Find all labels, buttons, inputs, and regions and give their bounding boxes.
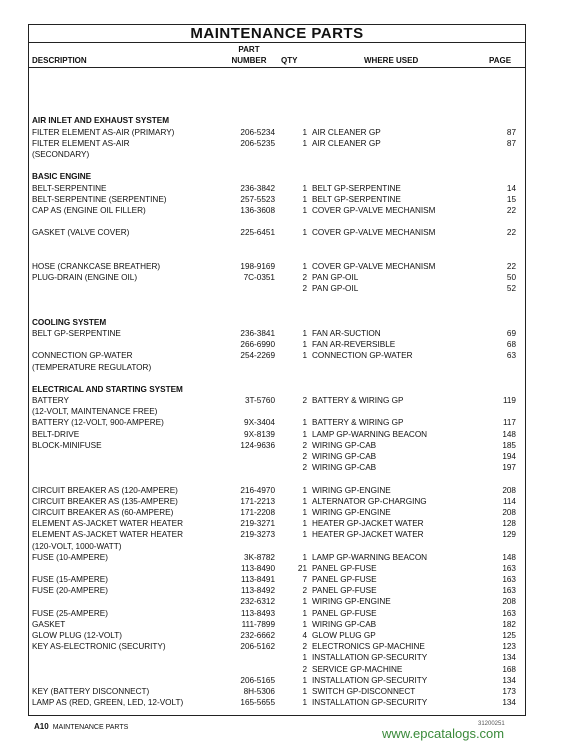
part-number-cell: 8H-5306 xyxy=(243,686,275,696)
where-used-cell: AIR CLEANER GP xyxy=(312,127,381,137)
part-number-cell: 257-5523 xyxy=(240,194,275,204)
part-number-cell: 113-8490 xyxy=(241,563,275,573)
where-used-cell: PAN GP-OIL xyxy=(312,273,359,282)
description-cell: GASKET (VALVE COVER) xyxy=(32,228,130,238)
part-number-cell: 171-2208 xyxy=(240,507,275,517)
part-number-cell: 236-3842 xyxy=(240,183,275,193)
blank-row xyxy=(29,216,525,227)
description-cell: FUSE (15-AMPERE) xyxy=(32,575,108,585)
part-number-cell: 3T-5760 xyxy=(244,396,275,406)
qty-cell: 2 xyxy=(302,463,307,473)
table-row xyxy=(29,272,525,283)
description-cell: KEY (BATTERY DISCONNECT) xyxy=(32,686,150,696)
page-cell: 87 xyxy=(506,127,516,137)
description-cell: KEY AS-ELECTRONIC (SECURITY) xyxy=(32,642,166,652)
page-cell: 208 xyxy=(502,597,516,607)
part-number-cell: 254-2269 xyxy=(240,351,275,361)
qty-cell: 1 xyxy=(302,698,307,708)
table-row xyxy=(29,664,525,675)
qty-cell: 2 xyxy=(302,440,307,450)
blank-row xyxy=(29,294,525,305)
page-cell: 182 xyxy=(502,619,516,629)
section-heading-row xyxy=(29,171,525,182)
qty-cell: 4 xyxy=(302,631,307,640)
description-cell: BATTERY xyxy=(32,396,70,406)
part-number-cell: 206-5165 xyxy=(240,675,275,685)
table-row xyxy=(29,328,525,339)
table-row xyxy=(29,529,525,540)
qty-cell: 1 xyxy=(302,127,307,137)
page-cell: 163 xyxy=(502,586,516,596)
where-used-cell: CONNECTION GP-WATER xyxy=(312,351,413,361)
table-row xyxy=(29,227,525,238)
description-cell: CIRCUIT BREAKER AS (60-AMPERE) xyxy=(32,507,174,517)
blank-row xyxy=(29,373,525,384)
qty-cell: 21 xyxy=(297,563,307,573)
description-cell: FILTER ELEMENT AS-AIR xyxy=(32,138,130,148)
where-used-cell: COVER GP-VALVE MECHANISM xyxy=(312,228,436,238)
description-cell: BELT GP-SERPENTINE xyxy=(32,328,121,338)
part-number-cell: 206-5162 xyxy=(240,642,275,652)
table-row xyxy=(29,462,525,473)
description-cell: CIRCUIT BREAKER AS (120-AMPERE) xyxy=(32,485,178,495)
table-row xyxy=(29,339,525,350)
table-row xyxy=(29,183,525,194)
qty-cell: 1 xyxy=(302,194,307,204)
where-used-cell: GLOW PLUG GP xyxy=(312,631,376,640)
page-cell: 163 xyxy=(502,563,516,573)
where-used-cell: COVER GP-VALVE MECHANISM xyxy=(312,205,436,215)
column-header xyxy=(29,43,525,68)
header-part-line2: NUMBER xyxy=(231,56,267,65)
qty-cell: 7 xyxy=(302,575,307,585)
parts-table xyxy=(29,93,525,708)
description-cell: (120-VOLT, 1000-WATT) xyxy=(32,541,122,551)
part-number-cell: 113-8492 xyxy=(241,586,275,596)
qty-cell: 2 xyxy=(302,284,307,294)
table-row xyxy=(29,585,525,596)
section-heading-row xyxy=(29,115,525,126)
page-cell: 87 xyxy=(506,138,516,148)
page-cell: 52 xyxy=(506,284,516,294)
part-number-cell: 9X-8139 xyxy=(244,429,275,439)
qty-cell: 1 xyxy=(302,552,307,562)
qty-cell: 1 xyxy=(302,261,307,271)
where-used-cell: ALTERNATOR GP-CHARGING xyxy=(312,496,427,506)
page-cell: 185 xyxy=(502,440,516,450)
table-row xyxy=(29,686,525,697)
page-cell: 148 xyxy=(502,552,516,562)
where-used-cell: BATTERY & WIRING GP xyxy=(312,396,404,406)
footer-label xyxy=(34,722,128,731)
page-cell: 125 xyxy=(502,631,516,640)
part-number-cell: 124-9636 xyxy=(240,440,275,450)
qty-cell: 2 xyxy=(302,396,307,406)
table-row xyxy=(29,440,525,451)
blank-row xyxy=(29,104,525,115)
description-cell: (TEMPERATURE REGULATOR) xyxy=(32,362,152,372)
page-cell: 197 xyxy=(502,463,516,473)
where-used-cell: SWITCH GP-DISCONNECT xyxy=(312,686,416,696)
page-cell: 69 xyxy=(506,328,516,338)
part-number-cell: 219-3273 xyxy=(240,530,275,540)
qty-cell: 1 xyxy=(302,530,307,540)
where-used-cell: WIRING GP-ENGINE xyxy=(312,507,391,517)
part-number-cell: 136-3608 xyxy=(240,205,275,215)
table-row xyxy=(29,552,525,563)
description-cell: FUSE (25-AMPERE) xyxy=(32,608,108,618)
page-cell: 134 xyxy=(502,653,516,663)
page-cell: 163 xyxy=(502,575,516,585)
page-cell: 119 xyxy=(502,396,516,406)
where-used-cell: WIRING GP-CAB xyxy=(312,452,377,461)
header-description: DESCRIPTION xyxy=(32,56,87,65)
description-cell: CAP AS (ENGINE OIL FILLER) xyxy=(32,205,146,215)
where-used-cell: PANEL GP-FUSE xyxy=(312,608,377,618)
qty-cell: 1 xyxy=(302,653,307,663)
part-number-cell: 171-2213 xyxy=(240,496,275,506)
where-used-cell: SERVICE GP-MACHINE xyxy=(312,664,403,674)
qty-cell: 2 xyxy=(302,273,307,282)
where-used-cell: WIRING GP-ENGINE xyxy=(312,597,391,607)
description-cell: (12-VOLT, MAINTENANCE FREE) xyxy=(32,407,158,417)
qty-cell: 1 xyxy=(302,519,307,529)
table-row xyxy=(29,205,525,216)
part-number-cell: 111-7899 xyxy=(241,619,275,629)
table-row xyxy=(29,138,525,149)
description-cell: PLUG-DRAIN (ENGINE OIL) xyxy=(32,273,138,282)
table-row xyxy=(29,194,525,205)
table-row xyxy=(29,261,525,272)
table-row xyxy=(29,652,525,663)
part-number-cell: 232-6662 xyxy=(240,631,275,640)
page-cell: 50 xyxy=(506,273,516,282)
part-number-cell: 219-3271 xyxy=(240,519,275,529)
section-heading-row xyxy=(29,317,525,328)
part-number-cell: 9X-3404 xyxy=(244,418,275,428)
where-used-cell: COVER GP-VALVE MECHANISM xyxy=(312,261,436,271)
footer-section-label: MAINTENANCE PARTS xyxy=(52,724,129,731)
table-row xyxy=(29,608,525,619)
footer-page-id: A10 xyxy=(34,722,49,731)
table-row xyxy=(29,630,525,641)
page-cell: 14 xyxy=(506,183,516,193)
where-used-cell: WIRING GP-ENGINE xyxy=(312,485,391,495)
table-row xyxy=(29,518,525,529)
description-cell: BASIC ENGINE xyxy=(32,172,92,182)
where-used-cell: WIRING GP-CAB xyxy=(312,463,377,473)
table-row xyxy=(29,127,525,138)
qty-cell: 2 xyxy=(302,642,307,652)
qty-cell: 1 xyxy=(302,496,307,506)
table-row xyxy=(29,641,525,652)
table-row xyxy=(29,417,525,428)
header-part-line1: PART xyxy=(238,45,260,54)
qty-cell: 1 xyxy=(302,675,307,685)
page-cell: 22 xyxy=(506,228,516,238)
document-code: 31200251 xyxy=(478,721,505,727)
part-number-cell: 113-8493 xyxy=(241,608,275,618)
table-row xyxy=(29,429,525,440)
watermark: www.epcatalogs.com xyxy=(382,726,505,741)
qty-cell: 2 xyxy=(302,664,307,674)
description-cell: AIR INLET AND EXHAUST SYSTEM xyxy=(32,116,170,126)
part-number-cell: 198-9169 xyxy=(240,261,275,271)
where-used-cell: FAN AR-REVERSIBLE xyxy=(312,340,396,350)
qty-cell: 1 xyxy=(302,418,307,428)
where-used-cell: INSTALLATION GP-SECURITY xyxy=(312,653,428,663)
table-row xyxy=(29,541,525,552)
description-cell: LAMP AS (RED, GREEN, LED, 12-VOLT) xyxy=(32,698,184,708)
where-used-cell: AIR CLEANER GP xyxy=(312,138,381,148)
where-used-cell: BELT GP-SERPENTINE xyxy=(312,183,401,193)
where-used-cell: BATTERY & WIRING GP xyxy=(312,418,404,428)
page-cell: 68 xyxy=(506,340,516,350)
qty-cell: 1 xyxy=(302,328,307,338)
description-cell: CONNECTION GP-WATER xyxy=(32,351,133,361)
where-used-cell: WIRING GP-CAB xyxy=(312,440,377,450)
part-number-cell: 165-5655 xyxy=(240,698,275,708)
page-title: MAINTENANCE PARTS xyxy=(29,25,525,43)
qty-cell: 1 xyxy=(302,597,307,607)
part-number-cell: 236-3841 xyxy=(240,328,275,338)
blank-row xyxy=(29,250,525,261)
where-used-cell: WIRING GP-CAB xyxy=(312,619,377,629)
qty-cell: 1 xyxy=(302,507,307,517)
blank-row xyxy=(29,473,525,484)
where-used-cell: ELECTRONICS GP-MACHINE xyxy=(312,642,425,652)
where-used-cell: BELT GP-SERPENTINE xyxy=(312,194,401,204)
page-cell: 208 xyxy=(502,507,516,517)
where-used-cell: LAMP GP-WARNING BEACON xyxy=(312,429,428,439)
page-cell: 22 xyxy=(506,205,516,215)
header-where-used: WHERE USED xyxy=(364,56,419,65)
description-cell: BLOCK-MINIFUSE xyxy=(32,440,102,450)
table-row xyxy=(29,563,525,574)
qty-cell: 2 xyxy=(302,452,307,461)
header-page: PAGE xyxy=(489,56,512,65)
qty-cell: 1 xyxy=(302,686,307,696)
qty-cell: 1 xyxy=(302,608,307,618)
maintenance-parts-page xyxy=(28,24,526,716)
qty-cell: 1 xyxy=(302,485,307,495)
blank-row xyxy=(29,93,525,104)
table-row xyxy=(29,350,525,361)
where-used-cell: PANEL GP-FUSE xyxy=(312,586,377,596)
table-row xyxy=(29,451,525,462)
description-cell: BELT-SERPENTINE xyxy=(32,183,107,193)
table-row xyxy=(29,149,525,160)
where-used-cell: PAN GP-OIL xyxy=(312,284,359,294)
page-cell: 63 xyxy=(506,351,516,361)
description-cell: ELEMENT AS-JACKET WATER HEATER xyxy=(32,519,184,529)
part-number-cell: 216-4970 xyxy=(240,485,275,495)
table-row xyxy=(29,395,525,406)
part-number-cell: 225-6451 xyxy=(240,228,275,238)
qty-cell: 1 xyxy=(302,138,307,148)
description-cell: BELT-DRIVE xyxy=(32,429,80,439)
table-row xyxy=(29,362,525,373)
table-row xyxy=(29,619,525,630)
description-cell: BATTERY (12-VOLT, 900-AMPERE) xyxy=(32,418,164,428)
where-used-cell: INSTALLATION GP-SECURITY xyxy=(312,675,428,685)
table-row xyxy=(29,574,525,585)
page-cell: 15 xyxy=(506,194,516,204)
table-row xyxy=(29,283,525,294)
section-heading-row xyxy=(29,384,525,395)
table-row xyxy=(29,496,525,507)
part-number-cell: 113-8491 xyxy=(241,575,275,585)
table-row xyxy=(29,596,525,607)
description-cell: GLOW PLUG (12-VOLT) xyxy=(32,631,122,640)
qty-cell: 1 xyxy=(302,351,307,361)
where-used-cell: INSTALLATION GP-SECURITY xyxy=(312,698,428,708)
part-number-cell: 266-6990 xyxy=(240,340,275,350)
page-cell: 134 xyxy=(502,675,516,685)
part-number-cell: 3K-8782 xyxy=(244,552,275,562)
qty-cell: 1 xyxy=(302,228,307,238)
description-cell: HOSE (CRANKCASE BREATHER) xyxy=(32,261,161,271)
part-number-cell: 232-6312 xyxy=(240,597,275,607)
page-cell: 22 xyxy=(506,261,516,271)
table-row xyxy=(29,507,525,518)
qty-cell: 1 xyxy=(302,205,307,215)
page-cell: 134 xyxy=(502,698,516,708)
qty-cell: 1 xyxy=(302,429,307,439)
part-number-cell: 7C-0351 xyxy=(243,273,275,282)
description-cell: FUSE (10-AMPERE) xyxy=(32,552,108,562)
table-row xyxy=(29,406,525,417)
description-cell: GASKET xyxy=(32,619,66,629)
page-cell: 168 xyxy=(502,664,516,674)
qty-cell: 1 xyxy=(302,183,307,193)
qty-cell: 2 xyxy=(302,586,307,596)
part-number-cell: 206-5234 xyxy=(240,127,275,137)
description-cell: FUSE (20-AMPERE) xyxy=(32,586,108,596)
where-used-cell: PANEL GP-FUSE xyxy=(312,575,377,585)
description-cell: CIRCUIT BREAKER AS (135-AMPERE) xyxy=(32,496,178,506)
page-cell: 194 xyxy=(502,452,516,461)
where-used-cell: HEATER GP-JACKET WATER xyxy=(312,519,424,529)
blank-row xyxy=(29,160,525,171)
where-used-cell: HEATER GP-JACKET WATER xyxy=(312,530,424,540)
page-cell: 173 xyxy=(502,686,516,696)
description-cell: (SECONDARY) xyxy=(32,149,90,159)
page-cell: 163 xyxy=(502,608,516,618)
blank-row xyxy=(29,238,525,249)
page-cell: 208 xyxy=(502,485,516,495)
table-row xyxy=(29,697,525,708)
description-cell: COOLING SYSTEM xyxy=(32,317,107,327)
page-cell: 129 xyxy=(502,530,516,540)
table-row xyxy=(29,675,525,686)
page-cell: 114 xyxy=(502,496,516,506)
page-cell: 128 xyxy=(502,519,516,529)
where-used-cell: LAMP GP-WARNING BEACON xyxy=(312,552,428,562)
header-qty: QTY xyxy=(281,56,298,65)
page-cell: 117 xyxy=(502,418,516,428)
blank-row xyxy=(29,306,525,317)
table-row xyxy=(29,485,525,496)
description-cell: ELEMENT AS-JACKET WATER HEATER xyxy=(32,530,184,540)
page-cell: 123 xyxy=(502,642,516,652)
description-cell: BELT-SERPENTINE (SERPENTINE) xyxy=(32,194,167,204)
where-used-cell: PANEL GP-FUSE xyxy=(312,563,377,573)
part-number-cell: 206-5235 xyxy=(240,138,275,148)
where-used-cell: FAN AR-SUCTION xyxy=(312,328,381,338)
qty-cell: 1 xyxy=(302,340,307,350)
qty-cell: 1 xyxy=(302,619,307,629)
page-cell: 148 xyxy=(502,429,516,439)
description-cell: ELECTRICAL AND STARTING SYSTEM xyxy=(32,384,183,394)
description-cell: FILTER ELEMENT AS-AIR (PRIMARY) xyxy=(32,127,175,137)
